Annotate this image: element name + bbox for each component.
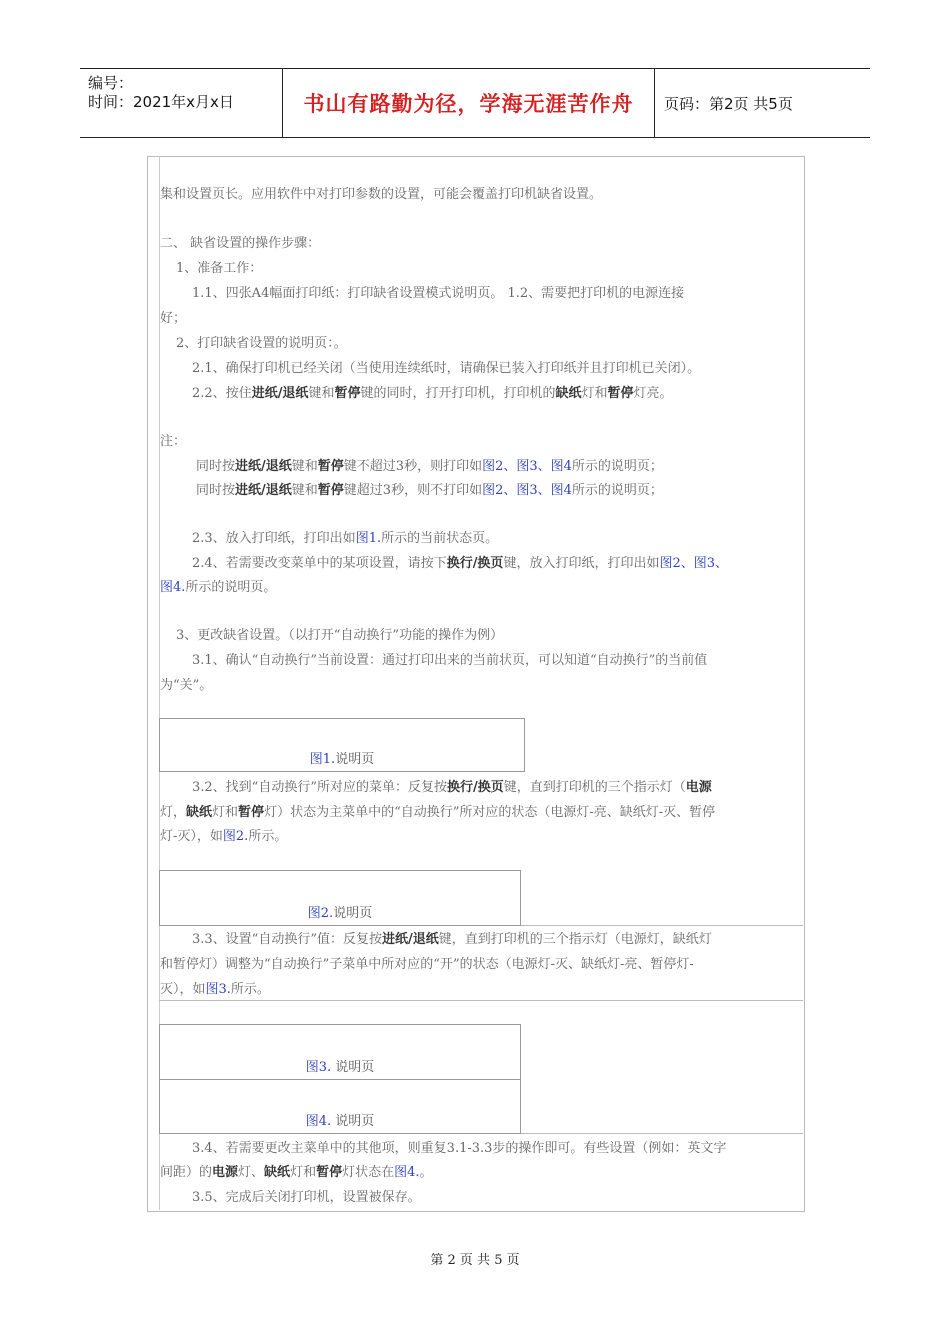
- text-line: 和暂停灯）调整为“自动换行”子菜单中所对应的“开”的状态（电源灯-灭、缺纸灯-亮、暂停灯-: [160, 957, 694, 972]
- text-line: 好；: [160, 311, 187, 326]
- text-line: 3.1、确认“自动换行”当前设置：通过打印出来的当前状页，可以知道“自动换行”的当前值: [192, 653, 708, 668]
- figure-link[interactable]: 图2.: [222, 829, 249, 844]
- text-line: 2.2、按住进纸/退纸键和暂停键的同时，打开打印机，打印机的缺纸灯和暂停灯亮。: [192, 386, 673, 401]
- text-line: 3.2、找到“自动换行”所对应的菜单：反复按换行/换页键，直到打印机的三个指示灯（电源: [192, 780, 712, 795]
- figure-4-caption: 图4. 说明页: [305, 1114, 375, 1129]
- header-info: [80, 69, 280, 137]
- number-label: 编号：: [88, 74, 134, 92]
- text-line: 2.4、若需要改变菜单中的某项设置，请按下换行/换页键，放入打印纸，打印出如图2、图3、: [192, 556, 728, 571]
- page-footer: 第 2 页 共 5 页: [430, 1253, 520, 1268]
- note-line: 同时按进纸/退纸键和暂停键超过3秒，则不打印如图2、图3、图4所示的说明页；: [196, 483, 663, 498]
- figure-2-box: [159, 870, 521, 926]
- figure-3-box: [159, 1024, 521, 1080]
- text-line: 3.5、完成后关闭打印机，设置被保存。: [192, 1190, 421, 1205]
- text-line: 2.3、放入打印纸，打印出如图1.所示的当前状态页。: [192, 531, 499, 546]
- figure-link[interactable]: 图2、图3、图4: [482, 483, 572, 498]
- figure-link[interactable]: 图2、图3、图4: [482, 459, 572, 474]
- text-line: 灭），如图3.所示。: [160, 982, 270, 997]
- figure-link[interactable]: 图3.: [205, 982, 231, 997]
- note-label: 注：: [160, 434, 187, 449]
- text-line: 间距）的电源灯、缺纸灯和暂停灯状态在图4.。: [160, 1165, 433, 1180]
- figure-3-caption: 图3. 说明页: [305, 1060, 375, 1075]
- motto: 书山有路勤为径，学海无涯苦作舟: [282, 69, 655, 137]
- figure-link[interactable]: 图4.: [394, 1165, 420, 1180]
- figure-link[interactable]: 图2、图3、: [659, 556, 728, 571]
- text-line: 图4.所示的说明页。: [160, 580, 277, 595]
- text-line: 灯-灭），如图2.所示。: [160, 829, 288, 844]
- page-number-label: 页码：第2页 共5页: [664, 95, 793, 113]
- text-line: 为“关”。: [160, 678, 213, 693]
- text-line: 集和设置页长。应用软件中对打印参数的设置，可能会覆盖打印机缺省设置。: [160, 187, 603, 202]
- note-line: 同时按进纸/退纸键和暂停键不超过3秒，则打印如图2、图3、图4所示的说明页；: [196, 459, 663, 474]
- text-line: 1、准备工作：: [176, 261, 263, 276]
- figure-2-caption: 图2.说明页: [307, 906, 373, 921]
- text-line: 3.4、若需要更改主菜单中的其他项，则重复3.1-3.3步的操作即可。有些设置（例如：英文字: [192, 1141, 727, 1156]
- figure-1-box: [159, 718, 525, 772]
- figure-link[interactable]: 图4.: [160, 580, 186, 595]
- text-line: 1.1、四张A4幅面打印纸：打印缺省设置模式说明页。 1.2、需要把打印机的电源连接: [192, 286, 685, 301]
- text-line: 3、更改缺省设置。（以打开“自动换行”功能的操作为例）: [176, 628, 504, 643]
- text-line: 2.1、确保打印机已经关闭（当使用连续纸时，请确保已装入打印纸并且打印机已关闭）。: [192, 361, 701, 376]
- time-label: 时间：2021年x月x日: [88, 93, 234, 111]
- text-line: 3.3、设置“自动换行”值：反复按进纸/退纸键，直到打印机的三个指示灯（电源灯，缺纸灯: [192, 932, 712, 947]
- figure-4-box: [159, 1079, 521, 1134]
- figure-1-caption: 图1.说明页: [309, 752, 375, 767]
- figure-link[interactable]: 图1.: [355, 531, 382, 546]
- section-heading: 二、 缺省设置的操作步骤：: [160, 236, 321, 251]
- page-header: [80, 68, 870, 138]
- text-line: 灯，缺纸灯和暂停灯）状态为主菜单中的“自动换行”所对应的状态（电源灯-亮、缺纸灯-灭、暂停: [160, 805, 716, 820]
- divider: [159, 1000, 803, 1001]
- text-line: 2、打印缺省设置的说明页：。: [176, 336, 347, 351]
